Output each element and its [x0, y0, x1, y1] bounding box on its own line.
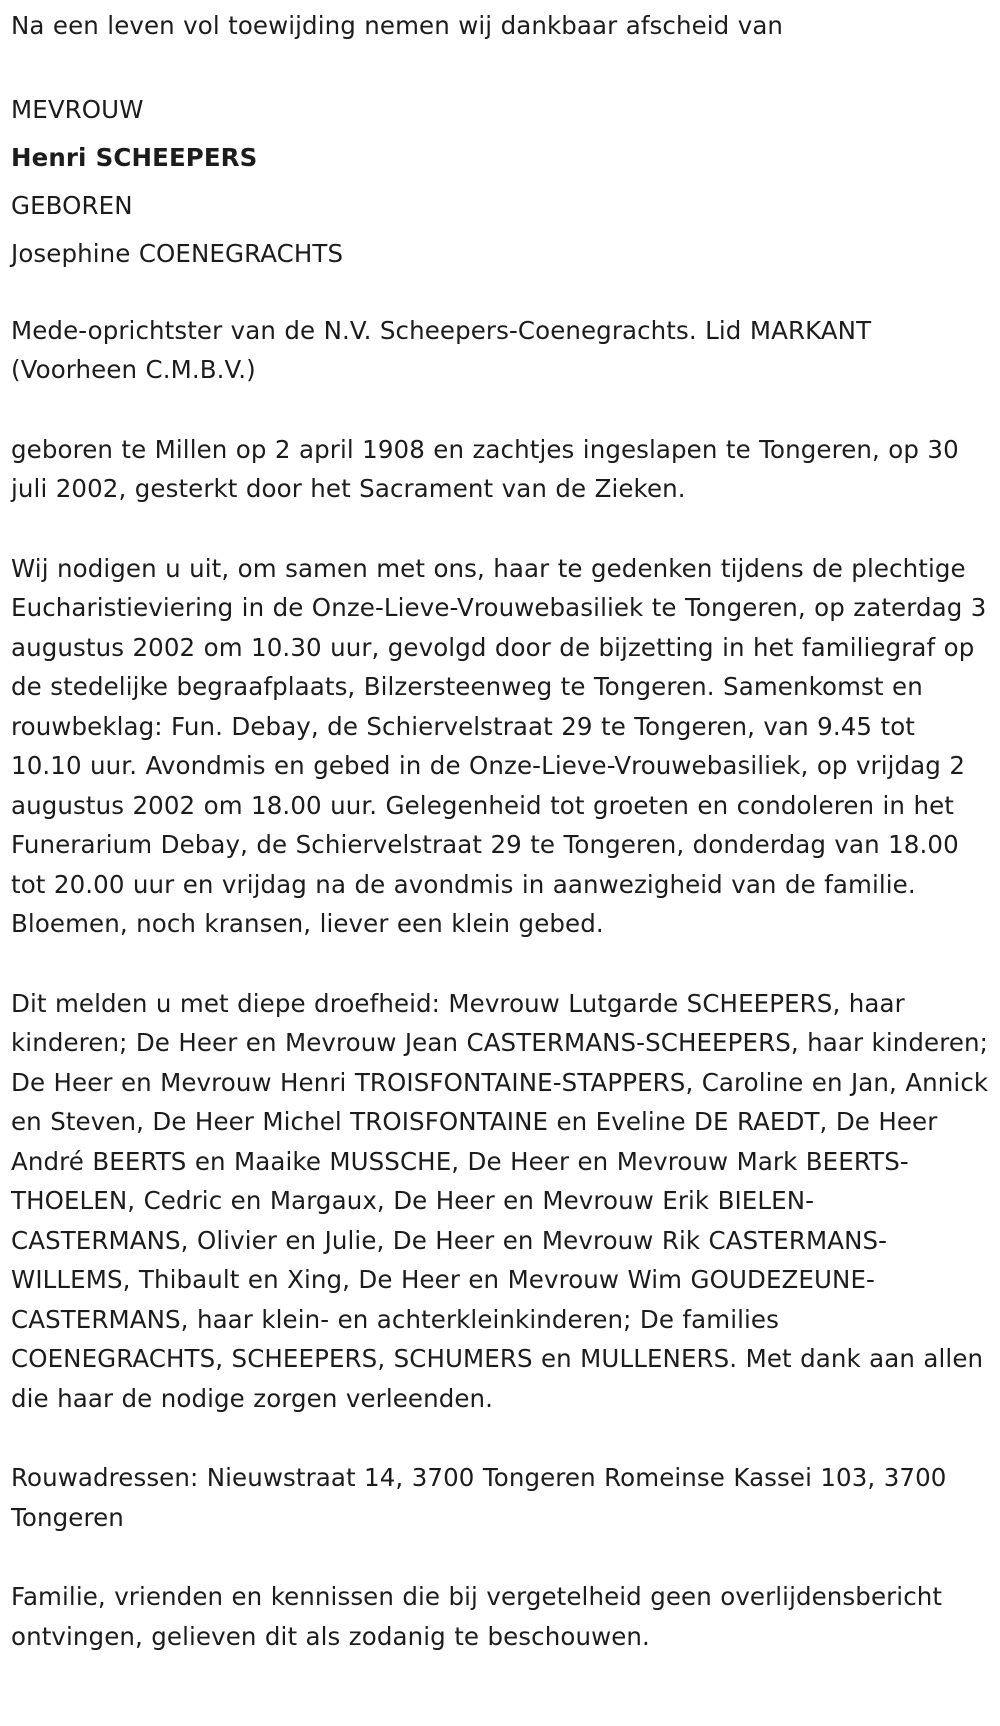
born-label: GEBOREN [11, 190, 133, 220]
family-paragraph: Dit melden u met diepe droefheid: Mevrouw Lutgarde SCHEEPERS, haar kinderen; De Heer en Mevrouw Jean CASTERMANS-SCHEEPERS, haar kinderen; De Heer en Mevrouw Henri TROISFONTAINE-STAPPERS, Caroline en Jan, Annick en Steven, De Heer Michel TROISFONTAINE en Eveline DE RAEDT, De Heer André BEERTS en Maaike MUSSCHE, De Heer en Mevrouw Mark BEERTS-THOELEN, Cedric en Margaux, De Heer en Mevrouw Erik BIELEN-CASTERMANS, Olivier en Julie, De Heer en Mevrouw Rik CASTERMANS-WILLEMS, Thibault en Xing, De Heer en Mevrouw Wim GOUDEZEUNE-CASTERMANS, haar klein- en achterkleinkinderen; De families COENEGRACHTS, SCHEEPERS, SCHUMERS en MULLENERS. Met dank aan allen die haar de nodige zorgen verleenden. [11, 988, 989, 1413]
closing-paragraph: Familie, vrienden en kennissen die bij vergetelheid geen overlijdensbericht ontvingen, gelieven dit als zodanig te beschouwen. [11, 1582, 943, 1651]
role-paragraph: Mede-oprichtster van de N.V. Scheepers-Coenegrachts. Lid MARKANT (Voorheen C.M.B.V.) [11, 315, 872, 384]
title-line: MEVROUW [11, 94, 144, 124]
ceremony-paragraph: Wij nodigen u uit, om samen met ons, haar te gedenken tijdens de plechtige Eucharistieviering in de Onze-Lieve-Vrouwebasiliek te Tongeren, op zaterdag 3 augustus 2002 om 10.30 uur, gevolgd door de bijzetting in het familiegraf op de stedelijke begraafplaats, Bilzersteenweg te Tongeren. Samenkomst en rouwbeklag: Fun. Debay, de Schiervelstraat 29 te Tongeren, van 9.45 tot 10.10 uur. Avondmis en gebed in de Onze-Lieve-Vrouwebasiliek, op vrijdag 2 augustus 2002 om 18.00 uur. Gelegenheid tot groeten en condoleren in het Funerarium Debay, de Schiervelstraat 29 te Tongeren, donderdag van 18.00 tot 20.00 uur en vrijdag na de avondmis in aanwezigheid van de familie. Bloemen, noch kransen, liever een klein gebed. [11, 553, 987, 938]
birth-death-paragraph: geboren te Millen op 2 april 1908 en zachtjes ingeslapen te Tongeren, op 30 juli 2002, gesterkt door het Sacrament van de Zieken. [11, 434, 959, 503]
deceased-name: Josephine COENEGRACHTS [11, 238, 344, 268]
intro-line: Na een leven vol toewijding nemen wij dankbaar afscheid van [11, 11, 784, 40]
husband-name: Henri SCHEEPERS [11, 142, 258, 172]
addresses-paragraph: Rouwadressen: Nieuwstraat 14, 3700 Tongeren Romeinse Kassei 103, 3700 Tongeren [11, 1463, 947, 1532]
